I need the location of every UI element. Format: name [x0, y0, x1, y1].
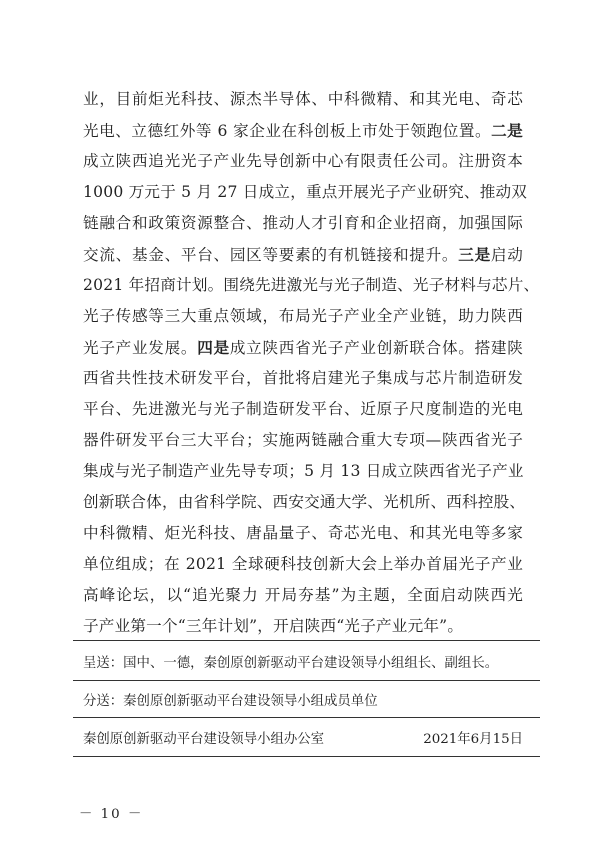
text-run: 2021 年招商计划。围绕先进激光与光子制造、光子材料与芯片、	[83, 276, 540, 294]
footer-rule-bottom	[73, 756, 540, 757]
text-run: 西省共性技术研发平台，首批将启建光子集成与芯片制造研发	[83, 369, 523, 387]
text-line	[83, 394, 523, 425]
page-number: － 10 －	[79, 807, 144, 822]
footer-rule-lower	[73, 717, 540, 718]
text-line	[83, 146, 523, 177]
text-line	[83, 177, 528, 208]
text-line	[83, 332, 523, 363]
text-run: 子产业第一个“三年计划”，开启陕西“光子产业元年”。	[83, 617, 464, 635]
text-run: 中科微精、炬光科技、唐晶量子、奇芯光电、和其光电等多家	[83, 524, 523, 542]
text-line	[83, 239, 523, 270]
text-run: 光子产业发展。	[83, 339, 198, 357]
text-line	[83, 208, 523, 239]
text-run: 交流、基金、平台、园区等要素的有机链接和提升。	[83, 246, 459, 264]
text-run: 启动	[490, 246, 523, 264]
text-line	[83, 270, 540, 301]
cc-line: 呈送：国中、一德，秦创原创新驱动平台建设领导小组组长、副组长。	[83, 656, 499, 671]
text-line	[83, 487, 526, 518]
distribution-line: 分送：秦创原创新驱动平台建设领导小组成员单位	[83, 694, 378, 709]
body-paragraph	[83, 84, 540, 642]
text-line	[83, 549, 523, 580]
issue-date: 2021年6月15日	[423, 732, 523, 747]
issuer-date-line	[83, 728, 523, 747]
text-line	[83, 425, 523, 456]
text-run: 光子传感等三大重点领域，布局光子产业全产业链，助力陕西	[83, 307, 523, 325]
footer-rule-middle	[73, 680, 540, 681]
bold-marker: 三是	[458, 245, 491, 264]
text-run: 创新联合体，由省科学院、西安交通大学、光机所、西科控股、	[83, 493, 526, 511]
text-line	[83, 84, 523, 115]
text-line	[83, 301, 523, 332]
text-line	[83, 363, 523, 394]
text-run: 器件研发平台三大平台；实施两链融合重大专项—陕西省光子	[83, 431, 523, 449]
text-run: 平台、先进激光与光子制造研发平台、近原子尺度制造的光电	[83, 400, 523, 418]
text-run: 业，目前炬光科技、源杰半导体、中科微精、和其光电、奇芯	[83, 90, 523, 108]
text-line	[83, 456, 523, 487]
text-line	[83, 611, 523, 642]
text-run: 高峰论坛，以“追光聚力 开局夯基”为主题，全面启动陕西光	[83, 586, 523, 604]
text-run: 成立陕西追光光子产业先导创新中心有限责任公司。注册资本	[83, 152, 523, 170]
text-line	[83, 580, 523, 611]
footer-rule-top	[73, 640, 540, 641]
text-run: 集成与光子制造产业先导专项；5 月 13 日成立陕西省光子产业	[83, 462, 524, 480]
text-run: 成立陕西省光子产业创新联合体。搭建陕	[229, 339, 524, 357]
text-line	[83, 115, 523, 146]
text-run: 单位组成；在 2021 全球硬科技创新大会上举办首届光子产业	[83, 555, 523, 573]
text-run: 光电、立德红外等 6 家企业在科创板上市处于领跑位置。	[83, 122, 492, 140]
bold-marker: 四是	[197, 338, 230, 357]
issuer-office: 秦创原创新驱动平台建设领导小组办公室	[83, 732, 325, 747]
text-line	[83, 518, 523, 549]
bold-marker: 二是	[491, 121, 523, 140]
text-run: 链融合和政策资源整合、推动人才引育和企业招商，加强国际	[83, 214, 523, 232]
text-run: 1000 万元于 5 月 27 日成立，重点开展光子产业研究、推动双	[83, 183, 528, 201]
